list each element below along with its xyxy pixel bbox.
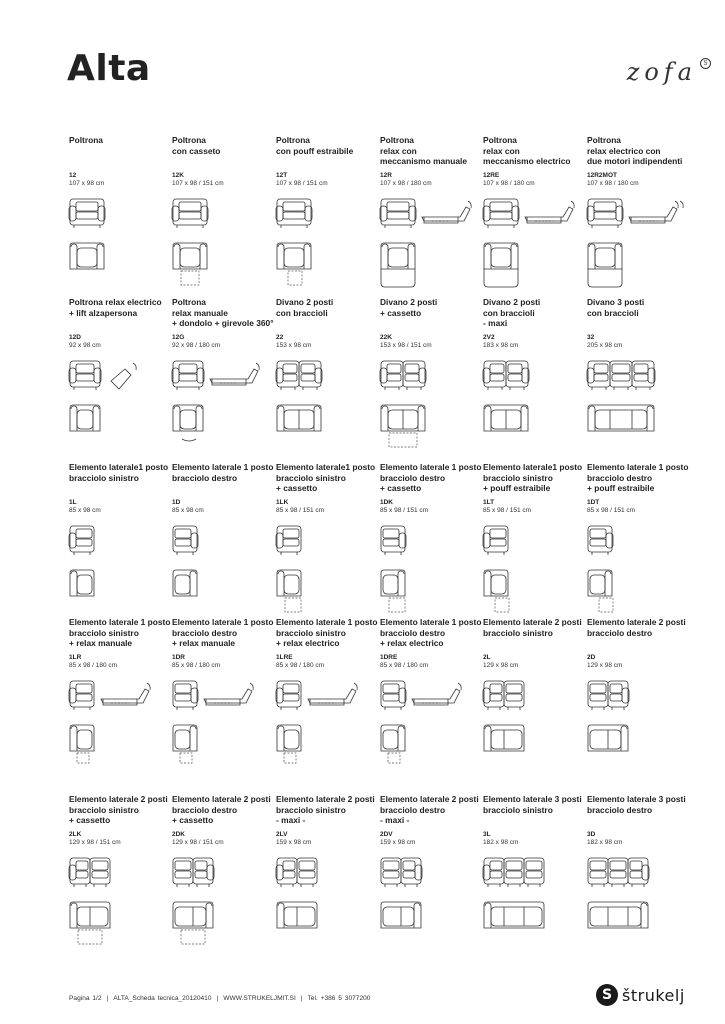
product-code: 12R2MOT bbox=[587, 172, 617, 179]
product-22 bbox=[276, 297, 380, 447]
product-drawing-icon bbox=[587, 673, 687, 769]
product-drawing-icon bbox=[587, 518, 687, 614]
product-name: Elemento laterale 1 posto bracciolo destro + cassetto bbox=[380, 462, 482, 493]
product-name: Poltrona relax con meccanismo manuale bbox=[380, 135, 468, 166]
strukelj-mark-icon: S bbox=[596, 984, 618, 1006]
footer-page: Pagina 1/2 bbox=[69, 995, 102, 1002]
product-code: 3D bbox=[587, 831, 596, 838]
product-name: Divano 2 posti con braccioli bbox=[276, 297, 334, 318]
product-name: Elemento laterale 1 posto bracciolo sinistro + relax manuale bbox=[69, 617, 171, 648]
product-name: Divano 2 posti + cassetto bbox=[380, 297, 438, 318]
product-name: Poltrona relax manuale + dondolo + girevole 360° bbox=[172, 297, 274, 328]
product-code: 22K bbox=[380, 334, 392, 341]
product-dimensions: 107 x 98 / 151 cm bbox=[172, 180, 224, 187]
product-code: 1DK bbox=[380, 499, 394, 506]
footer-doc: ALTA_Scheda tecnica_20120410 bbox=[113, 995, 212, 1002]
product-drawing-icon bbox=[276, 353, 376, 449]
product-12g bbox=[172, 297, 276, 447]
product-12r bbox=[380, 135, 484, 285]
product-dimensions: 159 x 98 cm bbox=[380, 839, 416, 846]
product-drawing-icon bbox=[69, 518, 169, 614]
product-dimensions: 159 x 98 cm bbox=[276, 839, 312, 846]
product-drawing-icon bbox=[380, 518, 480, 614]
product-name: Divano 3 posti con braccioli bbox=[587, 297, 645, 318]
strukelj-logo bbox=[596, 982, 685, 1008]
product-code: 32 bbox=[587, 334, 595, 341]
product-code: 1L bbox=[69, 499, 77, 506]
product-code: 2LK bbox=[69, 831, 82, 838]
product-1lk bbox=[276, 462, 380, 612]
product-code: 22 bbox=[276, 334, 284, 341]
product-drawing-icon bbox=[483, 518, 583, 614]
product-code: 1LT bbox=[483, 499, 495, 506]
product-name: Elemento laterale 2 posti bracciolo destro + cassetto bbox=[172, 794, 271, 825]
product-dimensions: 107 x 98 / 180 cm bbox=[587, 180, 639, 187]
product-dimensions: 129 x 98 / 151 cm bbox=[172, 839, 224, 846]
product-drawing-icon bbox=[172, 850, 272, 946]
product-code: 12K bbox=[172, 172, 184, 179]
product-12d bbox=[69, 297, 173, 447]
product-name: Elemento laterale 1 posto bracciolo destro + pouff estraibile bbox=[587, 462, 689, 493]
product-drawing-icon bbox=[380, 850, 480, 946]
product-name: Poltrona con pouff estraibile bbox=[276, 135, 354, 156]
product-dimensions: 85 x 98 / 180 cm bbox=[172, 662, 221, 669]
logo-mark-icon: S bbox=[700, 58, 711, 69]
product-code: 12T bbox=[276, 172, 288, 179]
product-dimensions: 129 x 98 cm bbox=[587, 662, 623, 669]
product-code: 1LK bbox=[276, 499, 289, 506]
product-2dv bbox=[380, 794, 484, 944]
product-code: 12RE bbox=[483, 172, 500, 179]
product-name: Elemento laterale1 posto bracciolo sinistro + pouff estraibile bbox=[483, 462, 583, 493]
product-code: 2DK bbox=[172, 831, 186, 838]
product-drawing-icon bbox=[483, 850, 583, 946]
product-drawing-icon bbox=[380, 673, 480, 769]
product-name: Elemento laterale 3 posti bracciolo destro bbox=[587, 794, 686, 815]
product-dimensions: 85 x 98 / 151 cm bbox=[276, 507, 325, 514]
product-drawing-icon bbox=[483, 191, 583, 287]
product-code: 1DR bbox=[172, 654, 186, 661]
product-3l bbox=[483, 794, 587, 944]
product-name: Elemento laterale 2 posti bracciolo sinistro + cassetto bbox=[69, 794, 168, 825]
product-code: 2D bbox=[587, 654, 596, 661]
product-name: Divano 2 posti con braccioli - maxi bbox=[483, 297, 541, 328]
product-dimensions: 183 x 98 cm bbox=[483, 342, 519, 349]
product-drawing-icon bbox=[69, 673, 169, 769]
product-2lk bbox=[69, 794, 173, 944]
product-dimensions: 129 x 98 cm bbox=[483, 662, 519, 669]
product-12re bbox=[483, 135, 587, 285]
product-name: Elemento laterale1 posto bracciolo sinistro bbox=[69, 462, 169, 483]
product-name: Poltrona con casseto bbox=[172, 135, 221, 156]
product-32 bbox=[587, 297, 691, 447]
product-dimensions: 107 x 98 / 151 cm bbox=[276, 180, 328, 187]
footer-web[interactable]: WWW.STRUKELJMIT.SI bbox=[223, 995, 296, 1002]
product-drawing-icon bbox=[380, 353, 480, 449]
zofa-logo bbox=[626, 58, 708, 86]
product-drawing-icon bbox=[69, 353, 169, 449]
product-dimensions: 92 x 98 cm bbox=[69, 342, 101, 349]
product-drawing-icon bbox=[483, 353, 583, 449]
product-drawing-icon bbox=[587, 353, 687, 449]
product-name: Elemento laterale 2 posti bracciolo sinistro bbox=[483, 617, 582, 638]
product-drawing-icon bbox=[69, 191, 169, 287]
product-drawing-icon bbox=[483, 673, 583, 769]
page-title: Alta bbox=[67, 48, 151, 89]
product-drawing-icon bbox=[276, 191, 376, 287]
product-1lr bbox=[69, 617, 173, 767]
product-dimensions: 85 x 98 / 151 cm bbox=[380, 507, 429, 514]
product-dimensions: 107 x 98 / 180 cm bbox=[380, 180, 432, 187]
product-name: Poltrona relax electrico + lift alzapersona bbox=[69, 297, 162, 318]
product-drawing-icon bbox=[172, 353, 272, 449]
product-name: Elemento laterale 1 posto bracciolo destro + relax electrico bbox=[380, 617, 482, 648]
product-drawing-icon bbox=[380, 191, 480, 287]
product-code: 1LR bbox=[69, 654, 82, 661]
product-dimensions: 182 x 98 cm bbox=[483, 839, 519, 846]
product-drawing-icon bbox=[172, 673, 272, 769]
product-name: Elemento laterale 2 posti bracciolo destro - maxi - bbox=[380, 794, 479, 825]
product-dimensions: 107 x 98 cm bbox=[69, 180, 105, 187]
product-code: 3L bbox=[483, 831, 491, 838]
product-dimensions: 85 x 98 / 151 cm bbox=[483, 507, 532, 514]
product-2lv bbox=[276, 794, 380, 944]
product-2v2 bbox=[483, 297, 587, 447]
footer-tel: Tel. +386 5 3077200 bbox=[307, 995, 371, 1002]
product-name: Elemento laterale 2 posti bracciolo destro bbox=[587, 617, 686, 638]
strukelj-logo-text: štrukelj bbox=[622, 985, 685, 1005]
product-dimensions: 85 x 98 / 180 cm bbox=[69, 662, 118, 669]
product-dimensions: 85 x 98 / 151 cm bbox=[587, 507, 636, 514]
product-name: Poltrona relax electrico con due motori indipendenti bbox=[587, 135, 683, 166]
product-drawing-icon bbox=[276, 673, 376, 769]
product-1l bbox=[69, 462, 173, 612]
product-code: 2LV bbox=[276, 831, 288, 838]
zofa-logo-text: zofa bbox=[626, 58, 697, 86]
product-12 bbox=[69, 135, 173, 285]
product-3d bbox=[587, 794, 691, 944]
product-name: Elemento laterale 1 posto bracciolo sinistro + relax electrico bbox=[276, 617, 378, 648]
product-1lt bbox=[483, 462, 587, 612]
product-22k bbox=[380, 297, 484, 447]
product-dimensions: 85 x 98 / 180 cm bbox=[276, 662, 325, 669]
product-code: 12G bbox=[172, 334, 185, 341]
product-code: 1DRE bbox=[380, 654, 398, 661]
product-1d bbox=[172, 462, 276, 612]
product-drawing-icon bbox=[69, 850, 169, 946]
product-1dk bbox=[380, 462, 484, 612]
product-1dr bbox=[172, 617, 276, 767]
product-code: 2DV bbox=[380, 831, 393, 838]
product-dimensions: 153 x 98 / 151 cm bbox=[380, 342, 432, 349]
product-code: 1LRE bbox=[276, 654, 293, 661]
product-code: 12R bbox=[380, 172, 392, 179]
product-2l bbox=[483, 617, 587, 767]
product-name: Elemento laterale 1 posto bracciolo destro bbox=[172, 462, 274, 483]
product-dimensions: 205 x 98 cm bbox=[587, 342, 623, 349]
product-code: 2V2 bbox=[483, 334, 495, 341]
product-dimensions: 85 x 98 / 180 cm bbox=[380, 662, 429, 669]
product-2dk bbox=[172, 794, 276, 944]
product-dimensions: 153 x 98 cm bbox=[276, 342, 312, 349]
product-drawing-icon bbox=[276, 850, 376, 946]
product-code: 2L bbox=[483, 654, 491, 661]
product-drawing-icon bbox=[587, 191, 687, 287]
product-12r2mot bbox=[587, 135, 691, 285]
product-drawing-icon bbox=[172, 191, 272, 287]
product-dimensions: 107 x 98 / 180 cm bbox=[483, 180, 535, 187]
product-2d bbox=[587, 617, 691, 767]
product-code: 1DT bbox=[587, 499, 600, 506]
product-1dt bbox=[587, 462, 691, 612]
footer: Pagina 1/2 | ALTA_Scheda tecnica_20120410 | WWW.STRUKELJMIT.SI | Tel. +386 5 3077200 bbox=[69, 995, 371, 1002]
product-code: 12 bbox=[69, 172, 77, 179]
product-name: Elemento laterale 2 posti bracciolo sinistro - maxi - bbox=[276, 794, 375, 825]
product-drawing-icon bbox=[587, 850, 687, 946]
product-name: Elemento laterale1 posto bracciolo sinistro + cassetto bbox=[276, 462, 376, 493]
product-dimensions: 92 x 98 / 180 cm bbox=[172, 342, 221, 349]
product-name: Elemento laterale 3 posti bracciolo sinistro bbox=[483, 794, 582, 815]
product-1dre bbox=[380, 617, 484, 767]
product-name: Poltrona relax con meccanismo electrico bbox=[483, 135, 571, 166]
product-dimensions: 85 x 98 cm bbox=[69, 507, 101, 514]
product-drawing-icon bbox=[276, 518, 376, 614]
product-code: 1D bbox=[172, 499, 181, 506]
product-dimensions: 129 x 98 / 151 cm bbox=[69, 839, 121, 846]
product-dimensions: 85 x 98 cm bbox=[172, 507, 204, 514]
product-name: Poltrona bbox=[69, 135, 103, 145]
product-name: Elemento laterale 1 posto bracciolo destro + relax manuale bbox=[172, 617, 274, 648]
product-code: 12D bbox=[69, 334, 81, 341]
product-1lre bbox=[276, 617, 380, 767]
product-dimensions: 182 x 98 cm bbox=[587, 839, 623, 846]
product-12k bbox=[172, 135, 276, 285]
product-drawing-icon bbox=[172, 518, 272, 614]
product-12t bbox=[276, 135, 380, 285]
